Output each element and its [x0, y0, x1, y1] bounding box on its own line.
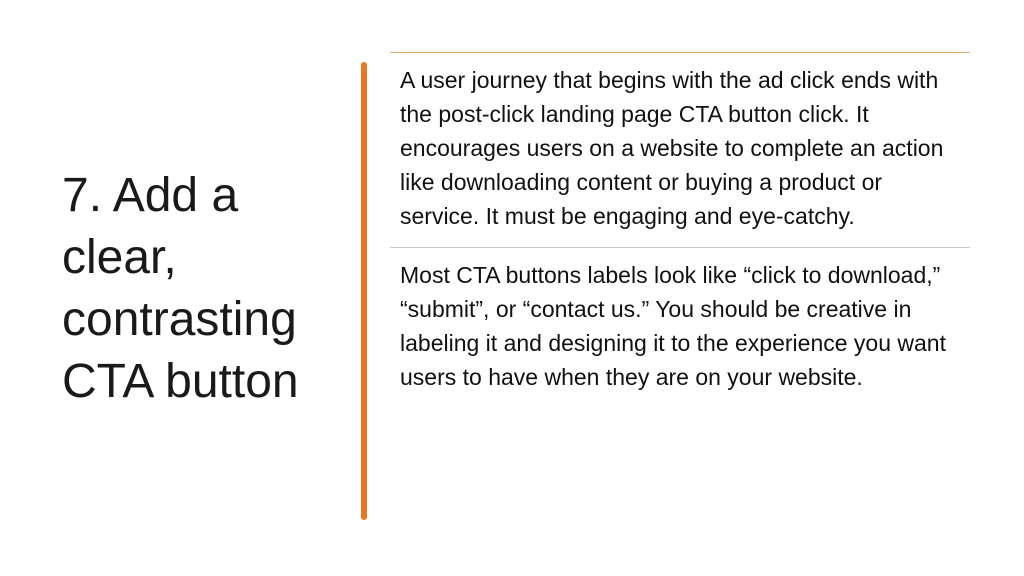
slide-title: 7. Add a clear, contrasting CTA button — [62, 169, 299, 408]
paragraph-cta-labels: Most CTA buttons labels look like “click to download,” “submit”, or “contact us.” You should be creative in labeling it and designing it to the experience you want users to have when they are on your website. — [400, 262, 946, 390]
content-column — [390, 52, 970, 408]
accent-divider-bar — [361, 62, 367, 520]
paragraph-cta-journey: A user journey that begins with the ad click ends with the post-click landing page CTA button click. It encourages users on a website to complete an action like downloading content or buying a product or service. It must be engaging and eye-catchy. — [400, 67, 944, 229]
